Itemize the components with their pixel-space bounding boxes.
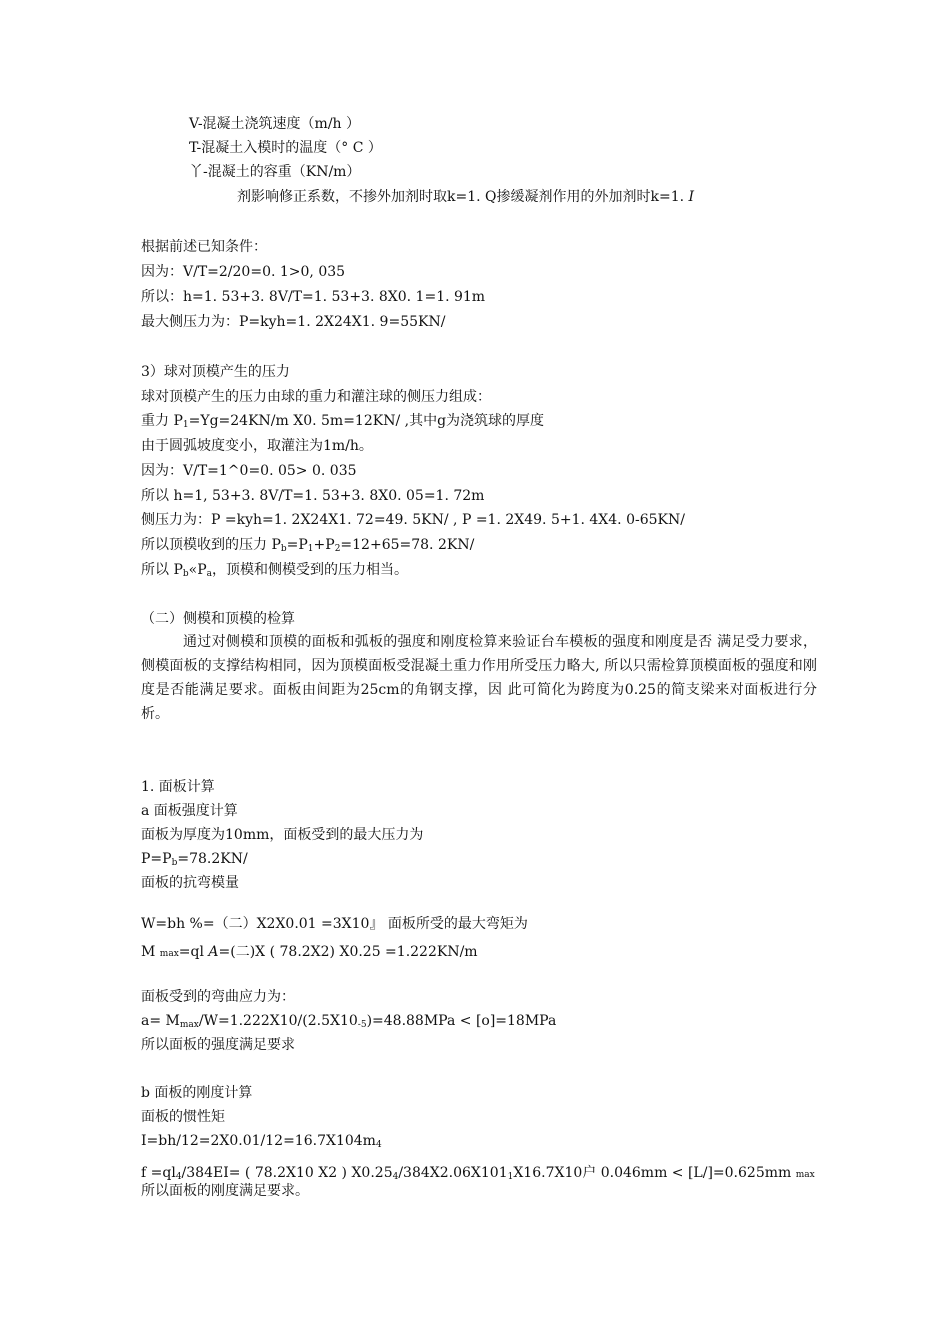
ball-cmp-s1: b <box>182 569 189 579</box>
lateral-so-h: 所以：h=1. 53+3. 8V/T=1. 53+3. 8X0. 1=1. 91m <box>141 289 486 305</box>
ball-top-b: =P <box>286 537 308 553</box>
panel-m-b: =ql <box>178 944 209 960</box>
ball-top-s2: 1 <box>307 544 314 554</box>
ball-side: 侧压力为：P =kyh=1. 2X24X1. 72=49. 5KN/ , P =1. 2X49. 5+1. 4X4. 0-65KN/ <box>141 512 685 528</box>
panel-w-line: W=bh %=（二）X2X0.01 =3X10』 面板所受的最大弯矩为 <box>141 916 528 932</box>
panel-a-2s: b <box>171 858 178 868</box>
panel-m-c: =(二)X ( 78.2X2) X0.25 =1.222KN/m <box>218 944 478 960</box>
ball-gravity-b: =Yg=24KN/m X0. 5m=12KN/ ,其中g为浇筑球的厚度 <box>188 413 545 429</box>
defl-s4: max <box>795 1170 815 1180</box>
ball-cmp-a: 所以 P <box>141 562 183 578</box>
inertia-a: I=bh/12=2X0.01/12=16.7X104m <box>141 1133 376 1149</box>
panel-m-s: max <box>159 949 179 959</box>
ball-so-h: 所以 h=1, 53+3. 8V/T=1. 53+3. 8X0. 05=1. 72m <box>141 488 485 504</box>
def-t: T-混凝土入模时的温度（° C ） <box>189 140 382 156</box>
defl-s2: 4 <box>392 1172 399 1182</box>
panel-b-title: b 面板的刚度计算 <box>141 1085 253 1101</box>
stress-line <box>141 1011 556 1035</box>
lateral-because: 因为：V/T=2/20=0. 1>0, 035 <box>141 264 346 280</box>
def-gamma: 丫-混凝土的容重（KN/m） <box>189 164 361 180</box>
ball-cmp-b: «P <box>188 562 207 578</box>
panel-m-line <box>141 942 478 964</box>
ball-top-c: +P <box>313 537 335 553</box>
defl-s3: 1 <box>507 1172 514 1182</box>
ball-gravity-sub: 1 <box>182 420 189 430</box>
ball-top-pressure <box>141 535 474 559</box>
ball-title: 3）球对顶模产生的压力 <box>141 364 290 380</box>
panel-title: 1. 面板计算 <box>141 779 215 795</box>
check-title: （二）侧模和顶模的检算 <box>141 611 295 627</box>
ball-gravity-a: 重力 P <box>141 413 183 429</box>
stress-c: )=48.88MPa < [o]=18MPa <box>366 1013 557 1029</box>
ball-cmp-c: ，顶模和侧模受到的压力相当。 <box>212 562 409 578</box>
stress-s2: -5 <box>357 1020 367 1030</box>
defl-a: f =ql <box>141 1165 176 1181</box>
panel-a-line1: 面板为厚度为10mm，面板受到的最大压力为 <box>141 827 424 843</box>
ball-slope: 由于圆弧坡度变小，取灌注为1m/h。 <box>141 438 373 454</box>
panel-a-title: a 面板强度计算 <box>141 803 238 819</box>
check-paragraph: 通过对侧模和顶模的面板和弧板的强度和刚度检算来验证台车模板的强度和刚度是否 满足受力要求，侧模面板的支撑结构相同，因为顶模面板受混凝土重力作用所受压力略大, 所以只需检算顶模面板的强度和刚度是否能满足要求。面板由间距为25cm的角钢支撑，因 此可简化为跨度为0.25的简支梁来对面板进行分析。 <box>141 634 817 722</box>
ball-compare <box>141 560 408 584</box>
panel-a-2b: =78.2KN/ <box>177 851 248 867</box>
panel-a-line2 <box>141 849 248 873</box>
ball-top-d: =12+65=78. 2KN/ <box>340 537 475 553</box>
stress-title: 面板受到的弯曲应力为： <box>141 989 295 1005</box>
stress-a: a= M <box>141 1013 180 1029</box>
panel-a-line3: 面板的抗弯模量 <box>141 875 239 891</box>
defl-s1: 4 <box>175 1172 182 1182</box>
ball-top-s3: 2 <box>334 544 341 554</box>
lateral-max-p: 最大侧压力为：P=kyh=1. 2X24X1. 9=55KN/ <box>141 314 446 330</box>
ball-because: 因为：V/T=1^0=0. 05> 0. 035 <box>141 463 357 479</box>
ball-cmp-s2: a <box>206 569 213 579</box>
def-v: V-混凝土浇筑速度（m/h ） <box>189 116 361 132</box>
panel-b-line1: 面板的惯性矩 <box>141 1109 225 1125</box>
stress-s: max <box>179 1020 199 1030</box>
ball-top-s1: b <box>280 544 287 554</box>
defl-b: /384EI= ( 78.2X10 X2 ) X0.25 <box>181 1165 393 1181</box>
def-k-text: 剂影响修正系数，不掺外加剂时取k=1. Q掺缓凝剂作用的外加剂时k=1. <box>237 189 685 205</box>
def-k-tail: I <box>688 189 695 205</box>
stiffness-ok: 所以面板的刚度满足要求。 <box>141 1183 309 1199</box>
defl-d: X16.7X10户 0.046mm < [L/]=0.625mm <box>513 1165 796 1181</box>
panel-a-2a: P=P <box>141 851 172 867</box>
ball-gravity <box>141 411 544 435</box>
panel-m-i: A <box>208 944 219 960</box>
panel-m-a: M <box>141 944 160 960</box>
ball-intro: 球对顶模产生的压力由球的重力和灌注球的侧压力组成： <box>141 389 491 405</box>
ball-top-a: 所以顶模收到的压力 P <box>141 537 281 553</box>
stress-b: /W=1.222X10/(2.5X10 <box>198 1013 358 1029</box>
stress-ok: 所以面板的强度满足要求 <box>141 1037 295 1053</box>
lateral-intro: 根据前述已知条件： <box>141 239 267 255</box>
inertia-s: 4 <box>375 1140 382 1150</box>
defl-c: /384X2.06X101 <box>398 1165 508 1181</box>
inertia-line <box>141 1131 382 1155</box>
def-k <box>237 187 694 207</box>
